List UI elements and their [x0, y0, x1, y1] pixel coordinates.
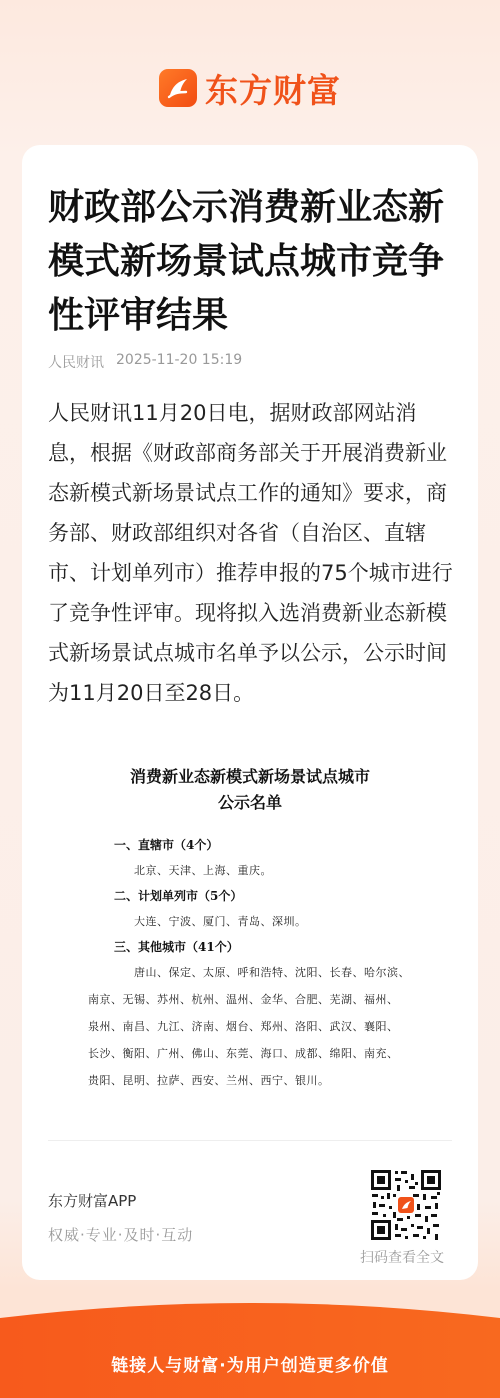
- section-line: 贵阳、昆明、拉萨、西安、兰州、西宁、银川。: [88, 1074, 330, 1087]
- section-heading: 一、直辖市（4个）: [114, 838, 219, 852]
- city-list-title: [48, 764, 452, 816]
- brand-logo-icon: [159, 69, 197, 107]
- article-card: [22, 145, 478, 1280]
- article-datetime: 2025-11-20 15:19: [116, 352, 243, 368]
- city-list-title-line1: 消费新业态新模式新场景试点城市: [129, 767, 370, 786]
- section-line: 南京、无锡、苏州、杭州、温州、金华、合肥、芜湖、福州、: [88, 993, 399, 1006]
- article-source: 人民财讯: [48, 355, 104, 371]
- city-list-title-line2: 公示名单: [217, 793, 282, 812]
- article-body: 人民财讯11月20日电，据财政部网站消息，根据《财政部商务部关于开展消费新业态新模式新场景试点工作的通知》要求，商务部、财政部组织对各省（自治区、直辖市、计划单列市）推荐申报的75个城市进行了竞争性评审。现将拟入选消费新业态新模式新场景试点城市名单予以公示，公示时间为11月20日至28日。: [48, 401, 453, 705]
- qr-code-icon[interactable]: [369, 1168, 443, 1242]
- app-slogan: 权威·专业·及时·互动: [48, 1226, 194, 1244]
- section-heading: 三、其他城市（41个）: [114, 940, 239, 954]
- section-line: 泉州、南昌、九江、济南、烟台、郑州、洛阳、武汉、襄阳、: [88, 1020, 399, 1033]
- footer-tagline: 链接人与财富·为用户创造更多价值: [111, 1356, 389, 1376]
- brand-name: 东方财富: [205, 70, 341, 110]
- section-line: 北京、天津、上海、重庆。: [134, 864, 272, 877]
- app-name: 东方财富APP: [48, 1192, 137, 1210]
- footer-banner: [0, 1298, 500, 1398]
- section-line: 长沙、衡阳、广州、佛山、东莞、海口、成都、绵阳、南充、: [88, 1047, 399, 1060]
- brand-logo: [0, 66, 500, 110]
- divider: [48, 1140, 452, 1141]
- section-line: 大连、宁波、厦门、青岛、深圳。: [134, 915, 307, 928]
- qr-caption: 扫码查看全文: [360, 1250, 444, 1266]
- article-meta: [48, 352, 242, 372]
- article-title: 财政部公示消费新业态新模式新场景试点城市竞争性评审结果: [48, 187, 445, 336]
- section-line: 唐山、保定、太原、呼和浩特、沈阳、长春、哈尔滨、: [134, 966, 410, 979]
- city-list-image: [48, 750, 452, 1095]
- section-heading: 二、计划单列市（5个）: [114, 889, 243, 903]
